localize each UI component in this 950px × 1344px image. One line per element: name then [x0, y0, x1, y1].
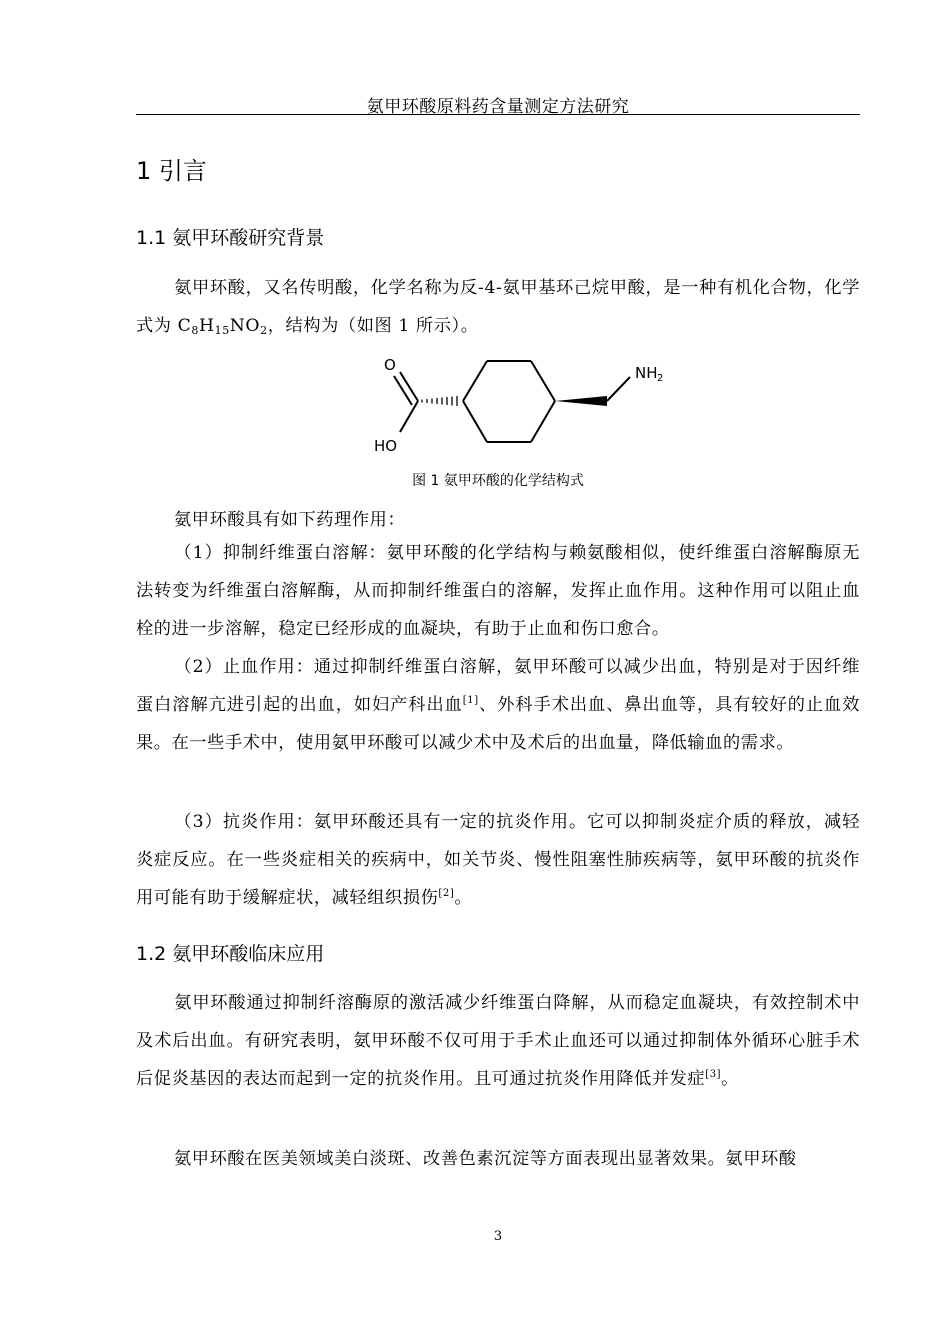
figure-caption: 图 1 氨甲环酸的化学结构式 — [412, 473, 584, 489]
hydroxyl-label: HO — [374, 437, 398, 455]
pharm-item-3: （3）抗炎作用：氨甲环酸还具有一定的抗炎作用。它可以抑制炎症介质的释放，减轻炎症反应。在一些炎症相关的疾病中，如关节炎、慢性阻塞性肺疾病等，氨甲环酸的抗炎作用可能有助于缓解症状，减轻组织损伤[2]。 — [136, 812, 860, 908]
ring-bond — [531, 401, 555, 442]
pharm-item-2: （2）止血作用：通过抑制纤维蛋白溶解，氨甲环酸可以减少出血，特别是对于因纤维蛋白溶解亢进引起的出血，如妇产科出血[1]、外科手术出血、鼻出血等，具有较好的止血效果。在一些手术中，使用氨甲环酸可以减少术中及术后的出血量，降低输血的需求。 — [136, 657, 860, 753]
citation-3[interactable]: [3] — [705, 1069, 722, 1080]
intro-paragraph: 氨甲环酸，又名传明酸，化学名称为反-4-氨甲基环己烷甲酸，是一种有机化合物，化学式为 $C_8H_{15}NO_2$，结构为（如图 1 所示）。 — [136, 278, 860, 337]
ring-bond — [531, 361, 555, 401]
citation-2[interactable]: [2] — [438, 888, 455, 899]
solid-wedge-bond — [555, 396, 607, 406]
amine-label: NH — [635, 364, 658, 382]
amine-subscript: 2 — [657, 373, 664, 384]
page-number: 3 — [493, 1229, 503, 1244]
ring-bond — [463, 401, 487, 442]
oxygen-label: O — [384, 356, 396, 374]
ring-bond — [463, 361, 487, 401]
pharm-item-1: （1）抑制纤维蛋白溶解：氨甲环酸的化学结构与赖氨酸相似，使纤维蛋白溶解酶原无法转变为纤维蛋白溶解酶，从而抑制纤维蛋白的溶解，发挥止血作用。这种作用可以阻止血栓的进一步溶解，稳定已经形成的血凝块，有助于止血和伤口愈合。 — [136, 543, 860, 639]
tranexamic-acid-structure — [365, 350, 675, 460]
clinical-paragraph-1: 氨甲环酸通过抑制纤溶酶原的激活减少纤维蛋白降解，从而稳定血凝块，有效控制术中及术后出血。有研究表明，氨甲环酸不仅可用于手术止血还可以通过抑制体外循环心脏手术后促炎基因的表达而起到一定的抗炎作用。且可通过抗炎作用降低并发症[3]。 — [136, 993, 860, 1089]
hashed-wedge-bond — [422, 396, 457, 406]
section-heading-1-2: 1.2 氨甲环酸临床应用 — [136, 943, 325, 965]
citation-1[interactable]: [1] — [462, 695, 479, 706]
hydroxyl-bond — [400, 401, 418, 432]
header-rule — [136, 114, 860, 115]
running-header-title: 氨甲环酸原料药含量测定方法研究 — [366, 97, 630, 117]
clinical-paragraph-2: 氨甲环酸在医美领域美白淡斑、改善色素沉淀等方面表现出显著效果。氨甲环酸 — [174, 1149, 797, 1169]
section-heading-1-1: 1.1 氨甲环酸研究背景 — [136, 227, 325, 249]
pharm-intro-line: 氨甲环酸具有如下药理作用： — [174, 510, 406, 530]
amine-bond — [607, 377, 630, 401]
carbonyl-bond — [400, 372, 418, 401]
section-heading-1: 1 引言 — [136, 157, 207, 185]
carbonyl-bond — [394, 376, 412, 405]
